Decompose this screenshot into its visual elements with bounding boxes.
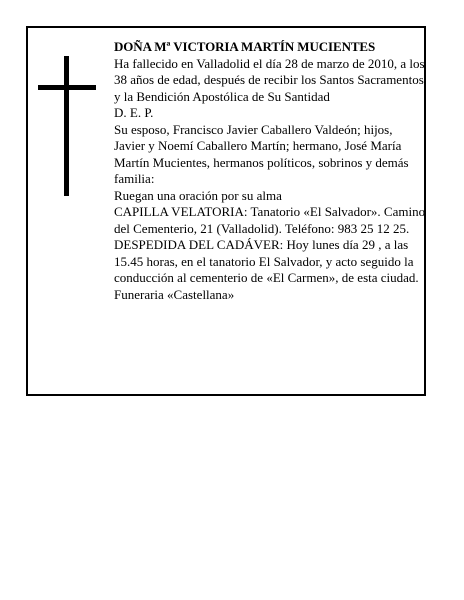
rest-in-peace: D. E. P. bbox=[114, 105, 154, 120]
prayer-request: Ruegan una oración por su alma bbox=[114, 187, 282, 203]
obituary-text bbox=[114, 39, 426, 303]
deceased-name: DOÑA Mª VICTORIA MARTÍN MUCIENTES bbox=[114, 39, 376, 54]
cross-horizontal-bar bbox=[38, 85, 96, 90]
wake-chapel-info: CAPILLA VELATORIA: Tanatorio «El Salvador». Camino del Cementerio, 21 (Valladolid). Teléfono: 983 25 12 25. bbox=[114, 204, 426, 236]
family-list: Su esposo, Francisco Javier Caballero Valdeón; hijos, Javier y Noemí Caballero Martín; hermano, José María Martín Mucientes, hermanos políticos, sobrinos y demás familia: bbox=[114, 121, 409, 186]
cross-vertical-bar bbox=[64, 56, 69, 196]
death-announcement: Ha fallecido en Valladolid el día 28 de marzo de 2010, a los 38 años de edad, después de recibir los Santos Sacramentos y la Bendición Apostólica de Su Santidad bbox=[114, 55, 425, 104]
funeral-home: Funeraria «Castellana» bbox=[114, 286, 235, 302]
funeral-farewell-info: DESPEDIDA DEL CADÁVER: Hoy lunes día 29 , a las 15.45 horas, en el tanatorio El Salvador, y acto seguido la conducción al cementerio de «El Carmen», de esta ciudad. bbox=[114, 237, 419, 285]
